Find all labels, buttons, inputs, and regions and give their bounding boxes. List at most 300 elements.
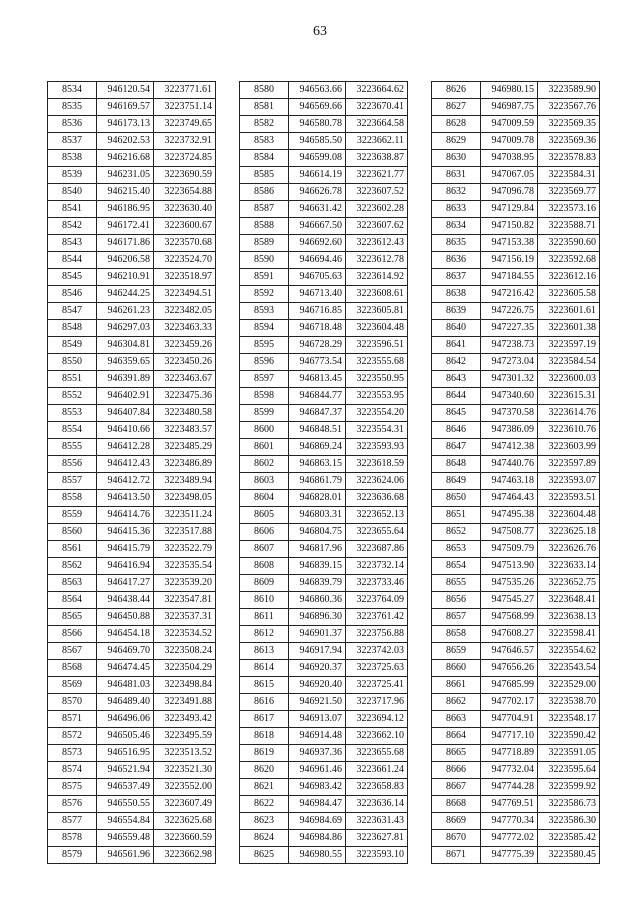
point-number-cell: 8562: [48, 558, 97, 575]
table-row: [48, 184, 216, 201]
point-number-cell: 8648: [432, 456, 481, 473]
x-coordinate-cell: 947340.60: [481, 388, 538, 405]
y-coordinate-cell: 3223638.87: [346, 150, 408, 167]
x-coordinate-cell: 946173.13: [97, 116, 154, 133]
table-row: [240, 558, 408, 575]
point-number-cell: 8572: [48, 728, 97, 745]
table-row: [432, 82, 600, 99]
point-number-cell: 8545: [48, 269, 97, 286]
point-number-cell: 8655: [432, 575, 481, 592]
y-coordinate-cell: 3223612.78: [346, 252, 408, 269]
y-coordinate-cell: 3223491.88: [154, 694, 216, 711]
table-row: [48, 405, 216, 422]
point-number-cell: 8602: [240, 456, 289, 473]
x-coordinate-cell: 946210.91: [97, 269, 154, 286]
x-coordinate-cell: 947704.91: [481, 711, 538, 728]
y-coordinate-cell: 3223550.95: [346, 371, 408, 388]
point-number-cell: 8570: [48, 694, 97, 711]
x-coordinate-cell: 946516.95: [97, 745, 154, 762]
y-coordinate-cell: 3223749.65: [154, 116, 216, 133]
x-coordinate-cell: 946585.50: [289, 133, 346, 150]
y-coordinate-cell: 3223591.05: [538, 745, 600, 762]
y-coordinate-cell: 3223600.03: [538, 371, 600, 388]
table-row: [240, 728, 408, 745]
y-coordinate-cell: 3223732.91: [154, 133, 216, 150]
x-coordinate-cell: 946980.55: [289, 847, 346, 864]
x-coordinate-cell: 946839.15: [289, 558, 346, 575]
x-coordinate-cell: 946705.63: [289, 269, 346, 286]
table-row: [48, 745, 216, 762]
table-row: [48, 422, 216, 439]
y-coordinate-cell: 3223593.51: [538, 490, 600, 507]
table-row: [432, 524, 600, 541]
point-number-cell: 8606: [240, 524, 289, 541]
x-coordinate-cell: 946496.06: [97, 711, 154, 728]
point-number-cell: 8637: [432, 269, 481, 286]
x-coordinate-cell: 947370.58: [481, 405, 538, 422]
y-coordinate-cell: 3223597.19: [538, 337, 600, 354]
x-coordinate-cell: 946414.76: [97, 507, 154, 524]
table-row: [432, 133, 600, 150]
y-coordinate-cell: 3223518.97: [154, 269, 216, 286]
table-row: [432, 422, 600, 439]
table-row: [432, 337, 600, 354]
y-coordinate-cell: 3223627.81: [346, 830, 408, 847]
point-number-cell: 8541: [48, 201, 97, 218]
y-coordinate-cell: 3223547.81: [154, 592, 216, 609]
y-coordinate-cell: 3223486.89: [154, 456, 216, 473]
point-number-cell: 8549: [48, 337, 97, 354]
point-number-cell: 8656: [432, 592, 481, 609]
y-coordinate-cell: 3223687.86: [346, 541, 408, 558]
x-coordinate-cell: 947301.32: [481, 371, 538, 388]
y-coordinate-cell: 3223584.31: [538, 167, 600, 184]
table-row: [240, 694, 408, 711]
y-coordinate-cell: 3223603.99: [538, 439, 600, 456]
x-coordinate-cell: 946961.46: [289, 762, 346, 779]
point-number-cell: 8640: [432, 320, 481, 337]
x-coordinate-cell: 946987.75: [481, 99, 538, 116]
table-row: [48, 456, 216, 473]
point-number-cell: 8569: [48, 677, 97, 694]
point-number-cell: 8670: [432, 830, 481, 847]
table-row: [48, 524, 216, 541]
table-row: [48, 82, 216, 99]
y-coordinate-cell: 3223597.89: [538, 456, 600, 473]
y-coordinate-cell: 3223480.58: [154, 405, 216, 422]
y-coordinate-cell: 3223573.16: [538, 201, 600, 218]
y-coordinate-cell: 3223584.54: [538, 354, 600, 371]
x-coordinate-cell: 946667.50: [289, 218, 346, 235]
x-coordinate-cell: 946359.65: [97, 354, 154, 371]
point-number-cell: 8605: [240, 507, 289, 524]
y-coordinate-cell: 3223733.46: [346, 575, 408, 592]
table-row: [240, 524, 408, 541]
point-number-cell: 8581: [240, 99, 289, 116]
y-coordinate-cell: 3223494.51: [154, 286, 216, 303]
x-coordinate-cell: 946120.54: [97, 82, 154, 99]
table-row: [432, 167, 600, 184]
y-coordinate-cell: 3223621.77: [346, 167, 408, 184]
point-number-cell: 8598: [240, 388, 289, 405]
x-coordinate-cell: 946599.08: [289, 150, 346, 167]
table-row: [48, 150, 216, 167]
y-coordinate-cell: 3223543.54: [538, 660, 600, 677]
point-number-cell: 8663: [432, 711, 481, 728]
x-coordinate-cell: 946728.29: [289, 337, 346, 354]
table-row: [240, 405, 408, 422]
table-row: [48, 439, 216, 456]
x-coordinate-cell: 946169.57: [97, 99, 154, 116]
y-coordinate-cell: 3223588.71: [538, 218, 600, 235]
x-coordinate-cell: 946921.50: [289, 694, 346, 711]
y-coordinate-cell: 3223553.95: [346, 388, 408, 405]
y-coordinate-cell: 3223589.90: [538, 82, 600, 99]
point-number-cell: 8591: [240, 269, 289, 286]
table-row: [240, 303, 408, 320]
x-coordinate-cell: 946186.95: [97, 201, 154, 218]
table-row: [48, 847, 216, 864]
table-row: [432, 235, 600, 252]
table-row: [240, 82, 408, 99]
point-number-cell: 8621: [240, 779, 289, 796]
coordinates-table-right: [431, 81, 600, 864]
y-coordinate-cell: 3223593.93: [346, 439, 408, 456]
point-number-cell: 8641: [432, 337, 481, 354]
x-coordinate-cell: 946172.41: [97, 218, 154, 235]
x-coordinate-cell: 947129.84: [481, 201, 538, 218]
table-row: [48, 626, 216, 643]
y-coordinate-cell: 3223662.11: [346, 133, 408, 150]
x-coordinate-cell: 946412.72: [97, 473, 154, 490]
point-number-cell: 8642: [432, 354, 481, 371]
x-coordinate-cell: 946803.31: [289, 507, 346, 524]
x-coordinate-cell: 946718.48: [289, 320, 346, 337]
point-number-cell: 8651: [432, 507, 481, 524]
table-row: [48, 303, 216, 320]
y-coordinate-cell: 3223724.85: [154, 150, 216, 167]
point-number-cell: 8632: [432, 184, 481, 201]
x-coordinate-cell: 947646.57: [481, 643, 538, 660]
x-coordinate-cell: 947226.75: [481, 303, 538, 320]
x-coordinate-cell: 946984.69: [289, 813, 346, 830]
point-number-cell: 8594: [240, 320, 289, 337]
point-number-cell: 8634: [432, 218, 481, 235]
x-coordinate-cell: 947464.43: [481, 490, 538, 507]
y-coordinate-cell: 3223605.58: [538, 286, 600, 303]
x-coordinate-cell: 946896.30: [289, 609, 346, 626]
point-number-cell: 8560: [48, 524, 97, 541]
point-number-cell: 8610: [240, 592, 289, 609]
point-number-cell: 8652: [432, 524, 481, 541]
table-row: [240, 796, 408, 813]
point-number-cell: 8617: [240, 711, 289, 728]
point-number-cell: 8551: [48, 371, 97, 388]
point-number-cell: 8573: [48, 745, 97, 762]
x-coordinate-cell: 946773.54: [289, 354, 346, 371]
table-row: [432, 558, 600, 575]
x-coordinate-cell: 946848.51: [289, 422, 346, 439]
point-number-cell: 8592: [240, 286, 289, 303]
x-coordinate-cell: 946563.66: [289, 82, 346, 99]
y-coordinate-cell: 3223694.12: [346, 711, 408, 728]
y-coordinate-cell: 3223508.24: [154, 643, 216, 660]
point-number-cell: 8609: [240, 575, 289, 592]
point-number-cell: 8582: [240, 116, 289, 133]
table-row: [48, 252, 216, 269]
y-coordinate-cell: 3223771.61: [154, 82, 216, 99]
table-row: [432, 796, 600, 813]
table-row: [48, 643, 216, 660]
y-coordinate-cell: 3223578.83: [538, 150, 600, 167]
y-coordinate-cell: 3223569.36: [538, 133, 600, 150]
y-coordinate-cell: 3223600.67: [154, 218, 216, 235]
y-coordinate-cell: 3223567.76: [538, 99, 600, 116]
table-row: [432, 575, 600, 592]
y-coordinate-cell: 3223601.61: [538, 303, 600, 320]
point-number-cell: 8645: [432, 405, 481, 422]
point-number-cell: 8553: [48, 405, 97, 422]
y-coordinate-cell: 3223761.42: [346, 609, 408, 626]
point-number-cell: 8664: [432, 728, 481, 745]
x-coordinate-cell: 946469.70: [97, 643, 154, 660]
x-coordinate-cell: 947772.02: [481, 830, 538, 847]
table-row: [240, 473, 408, 490]
x-coordinate-cell: 947718.89: [481, 745, 538, 762]
y-coordinate-cell: 3223614.92: [346, 269, 408, 286]
table-row: [48, 388, 216, 405]
table-row: [432, 201, 600, 218]
table-row: [240, 286, 408, 303]
x-coordinate-cell: 946861.79: [289, 473, 346, 490]
x-coordinate-cell: 946692.60: [289, 235, 346, 252]
y-coordinate-cell: 3223742.03: [346, 643, 408, 660]
table-row: [240, 116, 408, 133]
y-coordinate-cell: 3223592.68: [538, 252, 600, 269]
y-coordinate-cell: 3223535.54: [154, 558, 216, 575]
x-coordinate-cell: 946391.89: [97, 371, 154, 388]
point-number-cell: 8544: [48, 252, 97, 269]
table-row: [240, 813, 408, 830]
x-coordinate-cell: 946937.36: [289, 745, 346, 762]
y-coordinate-cell: 3223662.10: [346, 728, 408, 745]
x-coordinate-cell: 946559.48: [97, 830, 154, 847]
x-coordinate-cell: 946847.37: [289, 405, 346, 422]
point-number-cell: 8555: [48, 439, 97, 456]
x-coordinate-cell: 946813.45: [289, 371, 346, 388]
x-coordinate-cell: 946202.53: [97, 133, 154, 150]
table-row: [240, 337, 408, 354]
table-row: [240, 320, 408, 337]
table-row: [240, 99, 408, 116]
y-coordinate-cell: 3223498.84: [154, 677, 216, 694]
table-row: [240, 150, 408, 167]
y-coordinate-cell: 3223607.52: [346, 184, 408, 201]
x-coordinate-cell: 947568.99: [481, 609, 538, 626]
y-coordinate-cell: 3223498.05: [154, 490, 216, 507]
y-coordinate-cell: 3223593.07: [538, 473, 600, 490]
point-number-cell: 8633: [432, 201, 481, 218]
table-row: [432, 762, 600, 779]
table-row: [432, 303, 600, 320]
point-number-cell: 8550: [48, 354, 97, 371]
point-number-cell: 8671: [432, 847, 481, 864]
x-coordinate-cell: 946489.40: [97, 694, 154, 711]
x-coordinate-cell: 946920.40: [289, 677, 346, 694]
y-coordinate-cell: 3223664.62: [346, 82, 408, 99]
x-coordinate-cell: 946554.84: [97, 813, 154, 830]
y-coordinate-cell: 3223664.58: [346, 116, 408, 133]
point-number-cell: 8554: [48, 422, 97, 439]
y-coordinate-cell: 3223655.68: [346, 745, 408, 762]
point-number-cell: 8590: [240, 252, 289, 269]
x-coordinate-cell: 946261.23: [97, 303, 154, 320]
y-coordinate-cell: 3223633.14: [538, 558, 600, 575]
x-coordinate-cell: 946869.24: [289, 439, 346, 456]
table-row: [240, 252, 408, 269]
y-coordinate-cell: 3223585.42: [538, 830, 600, 847]
y-coordinate-cell: 3223636.14: [346, 796, 408, 813]
y-coordinate-cell: 3223607.62: [346, 218, 408, 235]
table-row: [48, 660, 216, 677]
table-row: [48, 116, 216, 133]
y-coordinate-cell: 3223604.48: [538, 507, 600, 524]
x-coordinate-cell: 946980.15: [481, 82, 538, 99]
y-coordinate-cell: 3223601.38: [538, 320, 600, 337]
y-coordinate-cell: 3223586.73: [538, 796, 600, 813]
point-number-cell: 8547: [48, 303, 97, 320]
x-coordinate-cell: 946631.42: [289, 201, 346, 218]
point-number-cell: 8564: [48, 592, 97, 609]
table-row: [432, 269, 600, 286]
table-row: [432, 609, 600, 626]
y-coordinate-cell: 3223569.35: [538, 116, 600, 133]
point-number-cell: 8578: [48, 830, 97, 847]
table-row: [432, 473, 600, 490]
point-number-cell: 8666: [432, 762, 481, 779]
point-number-cell: 8619: [240, 745, 289, 762]
point-number-cell: 8600: [240, 422, 289, 439]
table-row: [48, 507, 216, 524]
y-coordinate-cell: 3223489.94: [154, 473, 216, 490]
table-row: [48, 575, 216, 592]
point-number-cell: 8627: [432, 99, 481, 116]
x-coordinate-cell: 946410.66: [97, 422, 154, 439]
y-coordinate-cell: 3223725.63: [346, 660, 408, 677]
point-number-cell: 8615: [240, 677, 289, 694]
x-coordinate-cell: 947535.26: [481, 575, 538, 592]
x-coordinate-cell: 946537.49: [97, 779, 154, 796]
y-coordinate-cell: 3223661.24: [346, 762, 408, 779]
y-coordinate-cell: 3223554.62: [538, 643, 600, 660]
point-number-cell: 8669: [432, 813, 481, 830]
y-coordinate-cell: 3223612.16: [538, 269, 600, 286]
point-number-cell: 8612: [240, 626, 289, 643]
y-coordinate-cell: 3223517.88: [154, 524, 216, 541]
point-number-cell: 8574: [48, 762, 97, 779]
x-coordinate-cell: 946984.47: [289, 796, 346, 813]
x-coordinate-cell: 947775.39: [481, 847, 538, 864]
table-row: [48, 762, 216, 779]
table-row: [240, 507, 408, 524]
x-coordinate-cell: 946804.75: [289, 524, 346, 541]
point-number-cell: 8667: [432, 779, 481, 796]
x-coordinate-cell: 946817.96: [289, 541, 346, 558]
x-coordinate-cell: 946412.43: [97, 456, 154, 473]
point-number-cell: 8658: [432, 626, 481, 643]
y-coordinate-cell: 3223511.24: [154, 507, 216, 524]
y-coordinate-cell: 3223625.18: [538, 524, 600, 541]
y-coordinate-cell: 3223608.61: [346, 286, 408, 303]
table-row: [432, 150, 600, 167]
point-number-cell: 8563: [48, 575, 97, 592]
x-coordinate-cell: 947038.95: [481, 150, 538, 167]
y-coordinate-cell: 3223529.00: [538, 677, 600, 694]
x-coordinate-cell: 946481.03: [97, 677, 154, 694]
point-number-cell: 8654: [432, 558, 481, 575]
table-row: [240, 847, 408, 864]
y-coordinate-cell: 3223586.30: [538, 813, 600, 830]
point-number-cell: 8540: [48, 184, 97, 201]
point-number-cell: 8611: [240, 609, 289, 626]
y-coordinate-cell: 3223652.75: [538, 575, 600, 592]
table-row: [48, 609, 216, 626]
table-row: [432, 439, 600, 456]
table-row: [240, 643, 408, 660]
x-coordinate-cell: 947153.38: [481, 235, 538, 252]
table-row: [240, 235, 408, 252]
point-number-cell: 8588: [240, 218, 289, 235]
x-coordinate-cell: 946828.01: [289, 490, 346, 507]
table-row: [48, 286, 216, 303]
x-coordinate-cell: 947702.17: [481, 694, 538, 711]
x-coordinate-cell: 946983.42: [289, 779, 346, 796]
x-coordinate-cell: 946417.27: [97, 575, 154, 592]
table-row: [48, 371, 216, 388]
x-coordinate-cell: 947513.90: [481, 558, 538, 575]
y-coordinate-cell: 3223580.45: [538, 847, 600, 864]
y-coordinate-cell: 3223658.83: [346, 779, 408, 796]
x-coordinate-cell: 946450.88: [97, 609, 154, 626]
coordinates-table-left: [47, 81, 216, 864]
x-coordinate-cell: 946231.05: [97, 167, 154, 184]
y-coordinate-cell: 3223638.13: [538, 609, 600, 626]
x-coordinate-cell: 946860.36: [289, 592, 346, 609]
y-coordinate-cell: 3223717.96: [346, 694, 408, 711]
y-coordinate-cell: 3223612.43: [346, 235, 408, 252]
x-coordinate-cell: 946550.55: [97, 796, 154, 813]
table-row: [432, 252, 600, 269]
x-coordinate-cell: 947067.05: [481, 167, 538, 184]
point-number-cell: 8639: [432, 303, 481, 320]
x-coordinate-cell: 946914.48: [289, 728, 346, 745]
x-coordinate-cell: 947156.19: [481, 252, 538, 269]
point-number-cell: 8537: [48, 133, 97, 150]
table-row: [240, 592, 408, 609]
point-number-cell: 8650: [432, 490, 481, 507]
x-coordinate-cell: 946920.37: [289, 660, 346, 677]
y-coordinate-cell: 3223552.00: [154, 779, 216, 796]
y-coordinate-cell: 3223569.77: [538, 184, 600, 201]
table-row: [48, 473, 216, 490]
table-row: [432, 490, 600, 507]
point-number-cell: 8535: [48, 99, 97, 116]
x-coordinate-cell: 946402.91: [97, 388, 154, 405]
y-coordinate-cell: 3223554.20: [346, 405, 408, 422]
table-row: [432, 456, 600, 473]
table-row: [432, 745, 600, 762]
x-coordinate-cell: 946716.85: [289, 303, 346, 320]
